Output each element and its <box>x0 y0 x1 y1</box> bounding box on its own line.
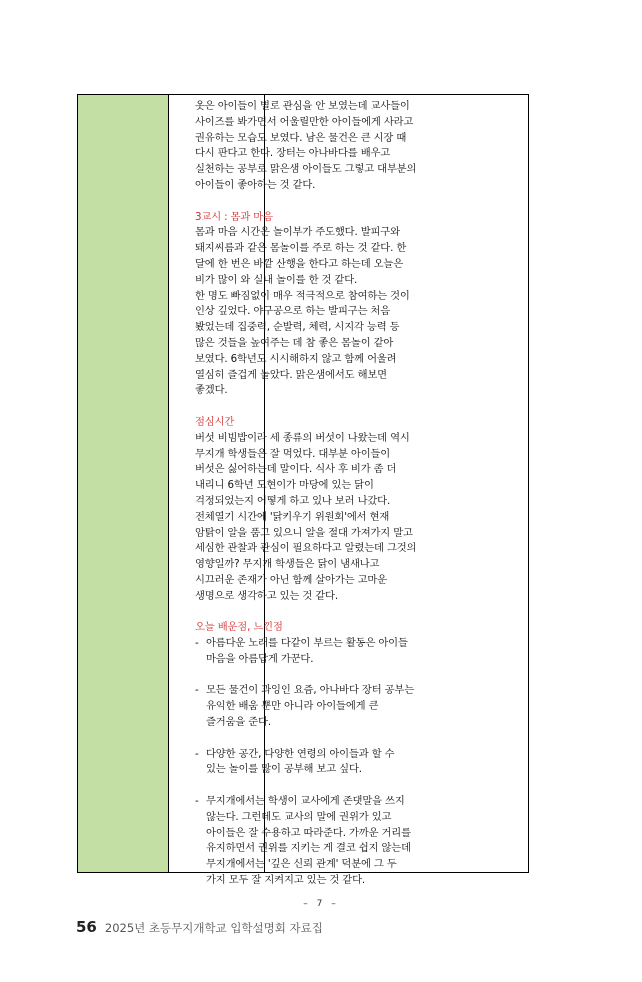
bullet-dash: - <box>195 637 199 650</box>
bullet-item <box>195 683 451 730</box>
bullet-dash: - <box>195 747 199 760</box>
table-content <box>195 99 451 889</box>
section-lunch <box>195 415 451 605</box>
text-line: 다시 판다고 한다. 장터는 아나바다를 배우고 <box>195 147 391 160</box>
text-line: 않는다. 그런데도 교사의 말에 권위가 있고 <box>206 810 392 823</box>
section-heading: 오늘 배운점, 느낀점 <box>195 621 283 634</box>
text-line: 아이들은 잘 수용하고 따라준다. 가까운 거리를 <box>206 826 411 839</box>
text-line: 생명으로 생각하고 있는 것 같다. <box>195 589 338 602</box>
section-body-and-mind <box>195 210 451 400</box>
text-line: 아이들이 좋아하는 것 같다. <box>195 178 316 191</box>
text-line: 시끄러운 존재가 아닌 함께 살아가는 고마운 <box>195 573 387 586</box>
text-line: 봤었는데 집중력, 순발력, 체력, 시지각 능력 등 <box>195 321 400 334</box>
green-category-column <box>77 95 169 872</box>
text-line: 몸과 마음 시간은 놀이부가 주도했다. 발피구와 <box>195 226 400 239</box>
text-line: 가지 모두 잘 지켜지고 있는 것 같다. <box>206 874 366 887</box>
text-line: 무지개 학생들은 잘 먹었다. 대부분 아이들이 <box>195 447 391 460</box>
bullet-dash: - <box>195 684 199 697</box>
text-line: 암탉이 알을 품고 있으니 알을 절대 가져가지 말고 <box>195 526 413 539</box>
text-line: 권유하는 모습도 보였다. 남은 물건은 큰 시장 때 <box>195 131 407 144</box>
text-line: 아름다운 노래를 다같이 부르는 활동은 아이들 <box>206 637 408 650</box>
text-line: 마음을 아름답게 가꾼다. <box>206 652 314 665</box>
text-line: 영향일까? 무지개 학생들은 닭이 냄새나고 <box>195 558 380 571</box>
section-market-summary <box>195 99 451 194</box>
bullet-item <box>195 794 451 889</box>
bullet-item <box>195 636 451 668</box>
text-line: 보였다. 6학년도 시시해하지 않고 함께 어울려 <box>195 352 397 365</box>
text-line: 즐거움을 준다. <box>206 716 272 729</box>
text-line: 있는 놀이를 많이 공부해 보고 싶다. <box>206 763 362 776</box>
text-line: 세심한 관찰과 관심이 필요하다고 알렸는데 그것의 <box>195 542 417 555</box>
text-line: 무지개에서는 '깊은 신뢰 관계' 덕분에 그 두 <box>206 858 397 871</box>
bullet-dash: - <box>195 795 199 808</box>
section-heading: 점심시간 <box>195 415 235 428</box>
text-line: 버섯 비빔밥이라 세 종류의 버섯이 나왔는데 역시 <box>195 431 410 444</box>
text-line: 모든 물건이 과잉인 요즘, 아나바다 장터 공부는 <box>206 684 414 697</box>
document-footer <box>76 918 323 936</box>
page-number: – 7 – <box>303 899 339 909</box>
bullet-item <box>195 747 451 779</box>
text-line: 옷은 아이들이 별로 관심을 안 보였는데 교사들이 <box>195 100 410 112</box>
text-line: 걱정되었는지 어떻게 하고 있나 보러 나갔다. <box>195 494 391 507</box>
section-reflections <box>195 620 451 889</box>
text-line: 버섯은 싫어하는데 말이다. 식사 후 비가 좀 더 <box>195 463 397 476</box>
text-line: 실천하는 공부로 맑은샘 아이들도 그렇고 대부분의 <box>195 163 417 176</box>
text-line: 한 명도 빠짐없이 매우 적극적으로 참여하는 것이 <box>195 289 410 302</box>
text-line: 열심히 즐겁게 놀았다. 맑은샘에서도 해보면 <box>195 368 387 381</box>
text-line: 전체열기 시간에 '닭키우기 위원회'에서 현재 <box>195 510 390 523</box>
text-line: 비가 많이 와 실내 놀이를 한 것 같다. <box>195 273 358 286</box>
text-line: 유익한 배움 뿐만 아니라 아이들에게 큰 <box>206 700 379 713</box>
footer-title: 2025년 초등무지개학교 입학설명회 자료집 <box>104 921 323 935</box>
footer-page-number: 56 <box>76 918 97 936</box>
text-line: 인상 깊었다. 야구공으로 하는 발피구는 처음 <box>195 305 391 318</box>
text-line: 유지하면서 권위를 지키는 게 결코 쉽지 않는데 <box>206 842 411 855</box>
text-line: 달에 한 번은 바깥 산행을 한다고 하는데 오늘은 <box>195 257 403 270</box>
text-line: 많은 것들을 높여주는 데 참 좋은 몸놀이 같아 <box>195 336 394 349</box>
text-line: 좋겠다. <box>195 384 228 397</box>
text-line: 내리니 6학년 도현이가 마당에 있는 닭이 <box>195 479 374 492</box>
section-heading: 3교시 : 몸과 마음 <box>195 210 273 223</box>
text-line: 다양한 공간, 다양한 연령의 아이들과 할 수 <box>206 747 395 760</box>
text-line: 무지개에서는 학생이 교사에게 존댓말을 쓰지 <box>206 795 405 808</box>
text-line: 돼지씨름과 같은 몸놀이를 주로 하는 것 같다. 한 <box>195 242 407 255</box>
text-line: 사이즈를 봐가면서 어울릴만한 아이들에게 사라고 <box>195 115 414 128</box>
